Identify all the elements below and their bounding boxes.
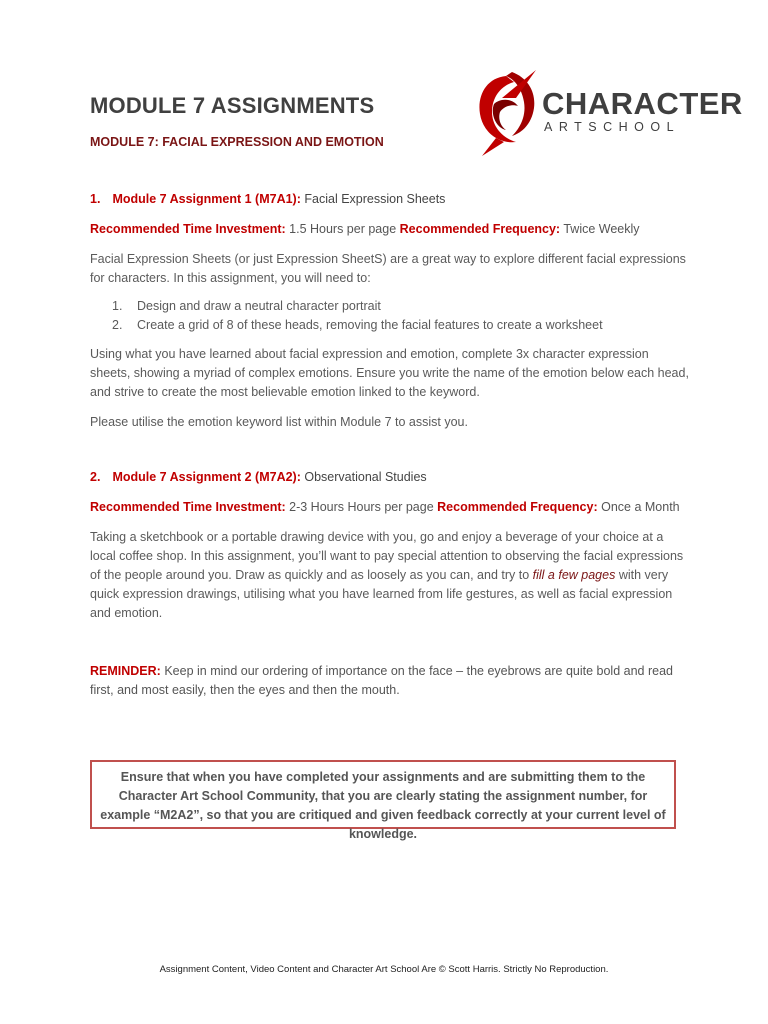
list-item-text: Design and draw a neutral character portrait <box>137 299 381 313</box>
assignment-2-freq-value: Once a Month <box>601 500 680 514</box>
assignment-2-meta <box>90 500 680 514</box>
assignment-1-freq-value: Twice Weekly <box>563 222 640 236</box>
assignment-1-time-label: Recommended Time Investment: <box>90 222 286 236</box>
copyright-footer: Assignment Content, Video Content and Character Art School Are © Scott Harris. Strictly No Reproduction. <box>159 964 609 975</box>
assignment-2-body-emphasis: fill a few pages <box>532 568 616 582</box>
list-item <box>112 297 603 316</box>
assignment-1-lead: Module 7 Assignment 1 (M7A1): <box>112 192 301 206</box>
logo-wordmark: CHARACTER <box>542 86 743 121</box>
assignment-1-meta <box>90 222 640 236</box>
assignment-1-steps <box>112 297 603 335</box>
page-subtitle: MODULE 7: FACIAL EXPRESSION AND EMOTION <box>90 135 384 149</box>
submission-notice-box <box>90 760 676 841</box>
assignment-1-freq-label: Recommended Frequency: <box>399 222 561 236</box>
assignment-2-desc: Observational Studies <box>304 470 427 484</box>
list-item-text: Create a grid of 8 of these heads, removing the facial features to create a worksheet <box>137 318 603 332</box>
reminder-label: REMINDER: <box>90 664 161 678</box>
assignment-1-body: Using what you have learned about facial expression and emotion, complete 3x character expression sheets, showing a myriad of complex emotions. Ensure you write the name of the emotion below each head, and strive to create the most believable emotion linked to the keyword. <box>90 347 689 399</box>
assignment-2-body-start: Taking a sketchbook or a portable drawing device with you, go and enjoy a beverage of your choice at a local coffee shop. In this assignment, you’ll want to pay special attention to observing the facial expressions of the people around you. Draw as quickly and as loosely as you can, and try to <box>90 530 684 582</box>
list-item-number: 1. <box>112 299 123 313</box>
assignment-1-intro: Facial Expression Sheets (or just Expression SheetS) are a great way to explore different facial expressions for characters. In this assignment, you will need to: <box>90 252 686 285</box>
logo-emblem-icon <box>472 68 540 158</box>
assignment-1-desc: Facial Expression Sheets <box>304 192 446 206</box>
assignment-2-body <box>90 528 690 623</box>
assignment-2-time-value: 2-3 Hours Hours per page <box>289 500 434 514</box>
assignment-1-heading <box>90 192 445 206</box>
assignment-2-freq-label: Recommended Frequency: <box>437 500 598 514</box>
assignment-1-time-value: 1.5 Hours per page <box>289 222 397 236</box>
list-item <box>112 316 603 335</box>
character-art-school-logo <box>472 68 743 158</box>
assignment-1-number: 1. <box>90 192 101 206</box>
list-item-number: 2. <box>112 318 123 332</box>
assignment-2-number: 2. <box>90 470 101 484</box>
assignment-2-body-end: with very quick expression drawings, utilising what you have learned from life gestures, as well as facial expression and emotion. <box>90 568 673 620</box>
assignment-1-note: Please utilise the emotion keyword list within Module 7 to assist you. <box>90 415 468 429</box>
logo-subtext: ARTSCHOOL <box>544 120 681 134</box>
assignment-2-heading <box>90 470 427 484</box>
page-title: MODULE 7 ASSIGNMENTS <box>90 93 375 118</box>
reminder-paragraph <box>90 662 690 700</box>
assignment-2-time-label: Recommended Time Investment: <box>90 500 286 514</box>
reminder-text: Keep in mind our ordering of importance on the face – the eyebrows are quite bold and read first, and most easily, then the eyes and then the mouth. <box>90 664 673 697</box>
assignment-2-lead: Module 7 Assignment 2 (M7A2): <box>112 470 301 484</box>
submission-notice-text: Ensure that when you have completed your assignments and are submitting them to the Character Art School Community, that you are clearly stating the assignment number, for example “M2A2”, so that you are critiqued and given feedback correctly at your current level of knowledge. <box>100 770 666 841</box>
